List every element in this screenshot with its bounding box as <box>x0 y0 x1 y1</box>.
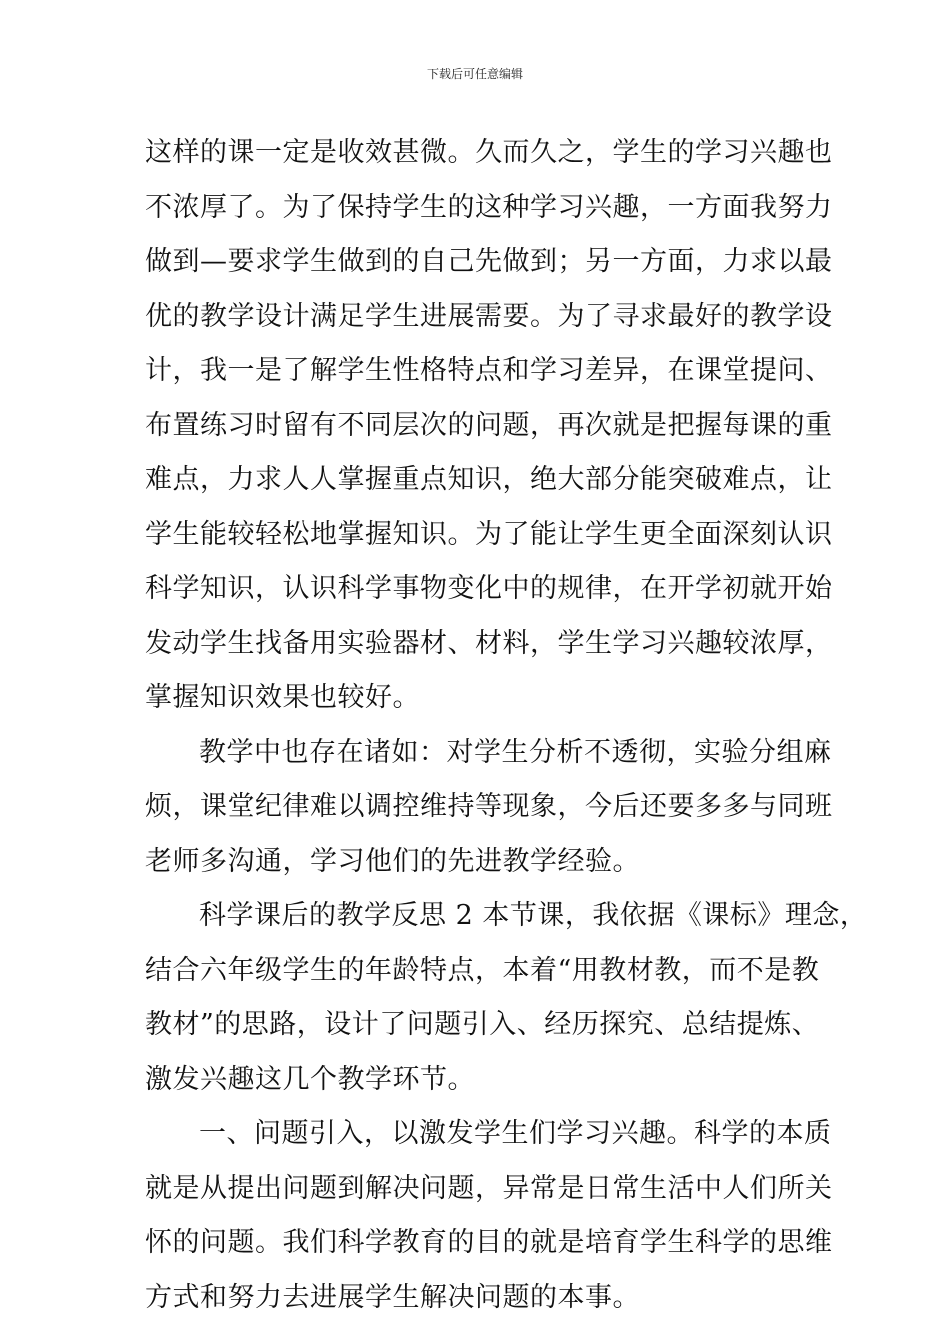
text-line: 布置练习时留有不同层次的问题，再次就是把握每课的重 <box>145 409 833 441</box>
header-note: 下载后可任意编辑 <box>426 67 523 81</box>
text-line: 这样的课一定是收效甚微。久而久之，学生的学习兴趣也 <box>145 137 833 168</box>
paragraph-start-line: 科学课后的教学反思 2 本节课，我依据《课标》理念， <box>199 900 868 931</box>
paragraph-end-line: 方式和努力去进展学生解决问题的本事。 <box>145 1281 640 1313</box>
paragraph-end-line: 掌握知识效果也较好。 <box>145 682 420 713</box>
paragraph-start-line: 教学中也存在诸如：对学生分析不透彻，实验分组麻 <box>199 736 832 768</box>
text-line: 科学知识，认识科学事物变化中的规律，在开学初就开始 <box>145 573 833 604</box>
text-line: 不浓厚了。为了保持学生的这种学习兴趣，一方面我努力 <box>145 191 833 223</box>
text-line: 教材”的思路，设计了问题引入、经历探究、总结提炼、 <box>145 1009 820 1040</box>
text-line: 优的教学设计满足学生进展需要。为了寻求最好的教学设 <box>145 300 833 332</box>
text-line: 难点，力求人人掌握重点知识，绝大部分能突破难点，让 <box>145 464 833 495</box>
text-line: 发动学生找备用实验器材、材料，学生学习兴趣较浓厚， <box>145 627 833 659</box>
text-line: 就是从提出问题到解决问题，异常是日常生活中人们所关 <box>145 1172 833 1204</box>
text-line: 计，我一是了解学生性格特点和学习差异，在课堂提问、 <box>145 355 833 386</box>
text-line: 怀的问题。我们科学教育的目的就是培育学生科学的思维 <box>145 1227 833 1258</box>
body-text <box>145 126 868 1325</box>
paragraph-end-line: 激发兴趣这几个教学环节。 <box>145 1063 475 1095</box>
paragraph-end-line: 老师多沟通，学习他们的先进教学经验。 <box>145 845 640 877</box>
text-line: 做到—要求学生做到的自己先做到；另一方面，力求以最 <box>145 246 833 277</box>
text-line: 烦，课堂纪律难以调控维持等现象，今后还要多多与同班 <box>145 791 833 822</box>
text-line: 学生能较轻松地掌握知识。为了能让学生更全面深刻认识 <box>145 518 833 550</box>
paragraph-start-line: 一、问题引入，以激发学生们学习兴趣。科学的本质 <box>199 1118 832 1149</box>
text-line: 结合六年级学生的年龄特点，本着“用教材教，而不是教 <box>145 954 820 986</box>
